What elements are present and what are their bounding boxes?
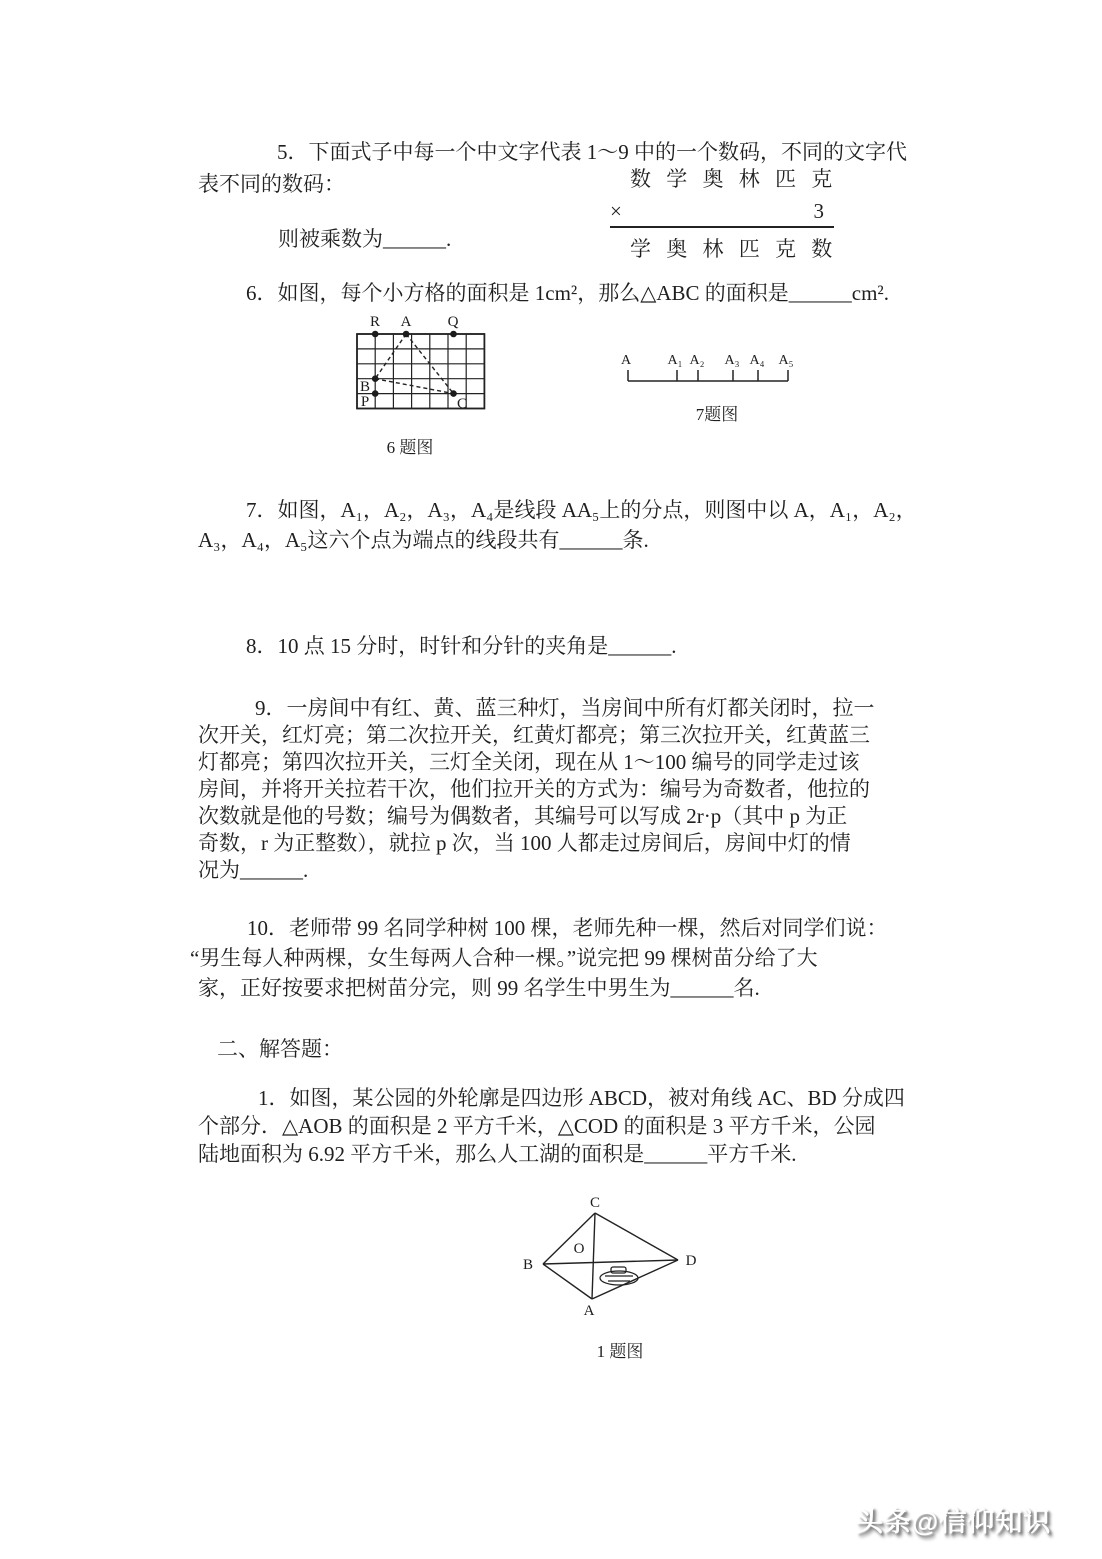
multiplier-row xyxy=(610,193,834,228)
point-label-a: A xyxy=(400,314,412,330)
segment-label-a1: A₁ xyxy=(667,353,683,368)
question-1-quadrilateral-figure xyxy=(515,1196,725,1331)
product-row: 学 奥 林 匹 克 数 xyxy=(630,237,838,261)
figure-1-caption: 1 题图 xyxy=(596,1342,644,1361)
question-10-line-2: “男生每人种两棵，女生每两人合种一棵。”说完把 99 棵树苗分给了大 xyxy=(190,946,818,970)
intersection-label-o: O xyxy=(573,1241,585,1257)
vertex-label-c: C xyxy=(589,1196,601,1211)
multiplier-digit: 3 xyxy=(813,199,824,223)
figure-7-caption: 7题图 xyxy=(695,405,739,424)
vertex-label-a: A xyxy=(583,1303,595,1319)
question-9-line-2: 次开关，红灯亮；第二次拉开关，红黄灯都亮；第三次拉开关，红黄蓝三 xyxy=(198,723,870,747)
question-5-line-1: 5．下面式子中每一个中文字代表 1～9 中的一个数码，不同的文字代 xyxy=(277,140,907,164)
question-7-line-1: 7．如图，A₁，A₂，A₃，A₄是线段 AA₅上的分点，则图中以 A，A₁，A₂， xyxy=(246,498,917,522)
question-9-line-7: 况为______. xyxy=(198,858,309,882)
point-label-q: Q xyxy=(447,314,459,330)
segment-label-a3: A₃ xyxy=(724,353,740,368)
times-sign: × xyxy=(610,199,622,223)
question-9-line-5: 次数就是他的号数；编号为偶数者，其编号可以写成 2r·p（其中 p 为正 xyxy=(198,804,848,828)
question-9-line-6: 奇数，r 为正整数），就拉 p 次，当 100 人都走过房间后，房间中灯的情 xyxy=(198,831,851,855)
question-5-line-2: 表不同的数码： xyxy=(198,172,345,196)
question-10-line-3: 家，正好按要求把树苗分完，则 99 名学生中男生为______名. xyxy=(198,976,760,1000)
section2-question-1-line-2: 个部分．△AOB 的面积是 2 平方千米，△COD 的面积是 3 平方千米，公园 xyxy=(198,1114,876,1138)
question-9-line-4: 房间，并将开关拉若干次，他们拉开关的方式为：编号为奇数者，他拉的 xyxy=(198,777,870,801)
point-label-p: P xyxy=(360,394,370,410)
watermark-text: 头条@信仰知识 xyxy=(856,1507,1052,1537)
question-9-line-3: 灯都亮；第四次拉开关，三灯全关闭，现在从 1～100 编号的同学走过该 xyxy=(198,750,860,774)
point-label-c: C xyxy=(456,396,468,412)
question-7-line-2: A₃，A₄，A₅这六个点为端点的线段共有______条. xyxy=(198,528,649,552)
segment-label-a: A xyxy=(620,353,632,368)
multiplication-figure xyxy=(610,163,838,263)
point-label-b: B xyxy=(359,379,371,395)
question-5-answer-line: 则被乘数为______. xyxy=(278,227,452,251)
quadrilateral-edges xyxy=(543,1213,678,1299)
question-6-text: 6．如图，每个小方格的面积是 1cm²，那么△ABC 的面积是______cm². xyxy=(246,281,889,305)
section2-question-1-line-3: 陆地面积为 6.92 平方千米，那么人工湖的面积是______平方千米. xyxy=(198,1142,797,1166)
question-8-text: 8．10 点 15 分时，时针和分针的夹角是______. xyxy=(246,634,677,658)
segment-and-ticks xyxy=(628,370,788,381)
section2-question-1-line-1: 1．如图，某公园的外轮廓是四边形 ABCD，被对角线 AC、BD 分成四 xyxy=(258,1086,905,1110)
section-2-title: 二、解答题： xyxy=(217,1037,343,1061)
vertex-label-b: B xyxy=(522,1257,534,1273)
point-label-r: R xyxy=(369,314,381,330)
multiplicand-row: 数 学 奥 林 匹 克 xyxy=(630,167,838,191)
lake-icon xyxy=(600,1267,638,1285)
figure-6-caption: 6 题图 xyxy=(386,438,434,457)
segment-label-a5: A₅ xyxy=(778,353,794,368)
segment-label-a4: A₄ xyxy=(749,353,765,368)
question-10-line-1: 10．老师带 99 名同学种树 100 棵，老师先种一棵，然后对同学们说： xyxy=(247,916,888,940)
question-7-segment-figure xyxy=(612,345,822,395)
question-6-grid-figure xyxy=(345,312,505,424)
question-9-line-1: 9．一房间中有红、黄、蓝三种灯，当房间中所有灯都关闭时，拉一 xyxy=(255,696,875,720)
segment-label-a2: A₂ xyxy=(689,353,705,368)
vertex-label-d: D xyxy=(685,1253,697,1269)
